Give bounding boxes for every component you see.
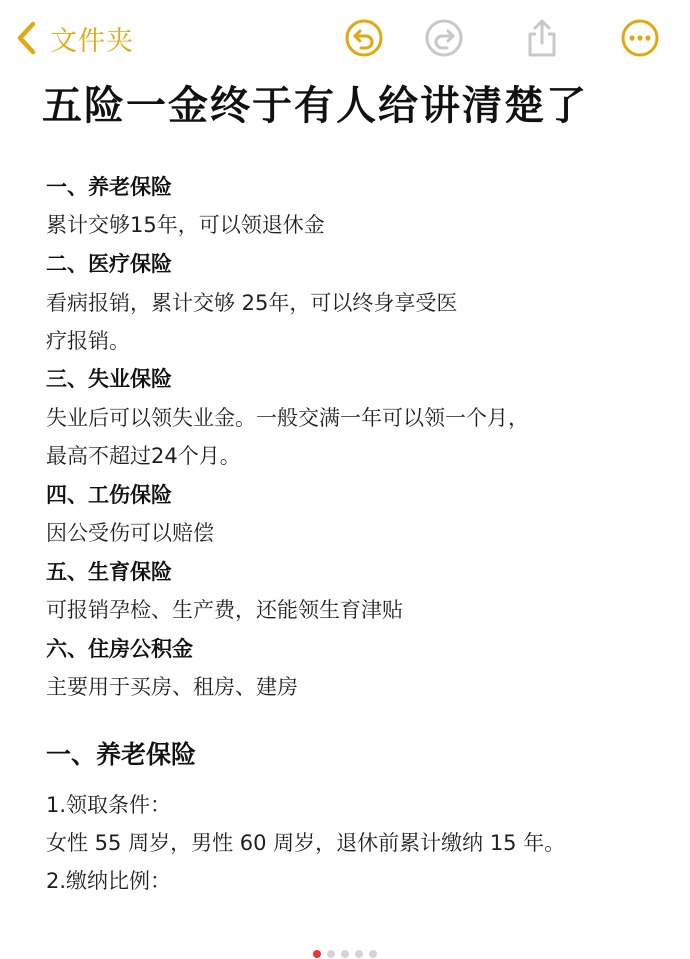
section-heading: 五、生育保险 (46, 560, 172, 584)
section-text: 主要用于买房、租房、建房 (46, 675, 298, 699)
undo-icon (344, 18, 384, 58)
section-text: 疗报销。 (46, 329, 130, 353)
section-heading: 二、医疗保险 (46, 252, 172, 276)
redo-button[interactable] (424, 18, 464, 58)
redo-icon (424, 18, 464, 58)
section-text: 看病报销，累计交够 25年，可以终身享受医 (46, 291, 458, 315)
section-text: 因公受伤可以赔偿 (46, 521, 214, 545)
section-heading: 一、养老保险 (46, 175, 172, 199)
detail-item-label: 2.缴纳比例： (46, 869, 172, 893)
page-indicator (0, 950, 690, 958)
section-heading: 四、工伤保险 (46, 483, 172, 507)
page-dot (355, 950, 363, 958)
detail-heading: 一、养老保险 (46, 740, 197, 769)
section-heading: 六、住房公积金 (46, 637, 193, 661)
page-dot (341, 950, 349, 958)
detail-item-text: 女性 55 周岁，男性 60 周岁，退休前累计缴纳 15 年。 (46, 831, 566, 855)
undo-button[interactable] (344, 18, 384, 58)
back-button[interactable] (14, 18, 134, 58)
section-text: 失业后可以领失业金。一般交满一年可以领一个月， (46, 406, 529, 430)
more-icon (620, 18, 660, 58)
section-heading: 三、失业保险 (46, 367, 172, 391)
page-dot (369, 950, 377, 958)
note-toolbar (0, 0, 690, 80)
note-title[interactable]: 五险一金终于有人给讲清楚了 (42, 83, 588, 129)
section-text: 累计交够15年，可以领退休金 (46, 213, 325, 237)
back-label: 文件夹 (50, 25, 134, 57)
more-button[interactable] (620, 18, 660, 58)
share-button[interactable] (522, 18, 562, 58)
page-dot (313, 950, 321, 958)
detail-item-label: 1.领取条件： (46, 793, 172, 817)
chevron-left-icon (14, 18, 40, 58)
section-text: 可报销孕检、生产费，还能领生育津贴 (46, 598, 403, 622)
section-text: 最高不超过24个月。 (46, 444, 241, 468)
share-icon (522, 17, 562, 59)
page-dot (327, 950, 335, 958)
